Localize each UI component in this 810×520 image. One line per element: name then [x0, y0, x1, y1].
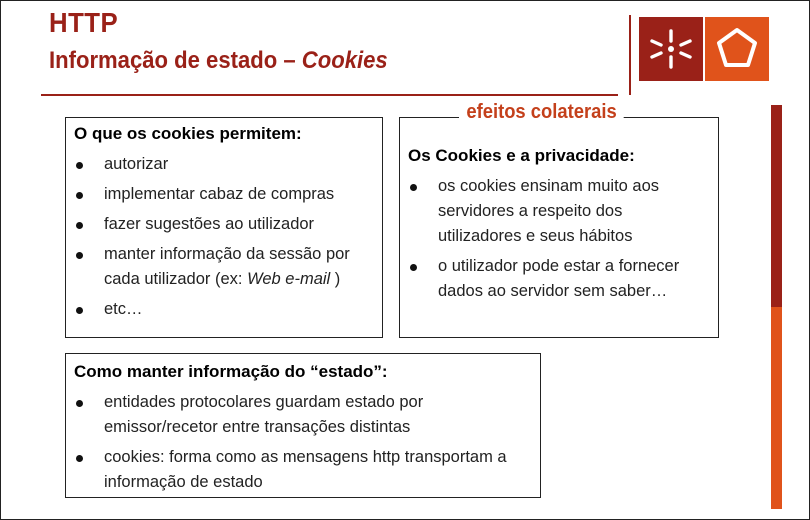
side-accent-orange — [771, 307, 782, 509]
list-item-text: os cookies ensinam muito aos servidores a respeito dos utilizadores e seus hábitos — [438, 177, 660, 245]
list-item — [74, 152, 374, 177]
state-heading: Como manter informação do “estado”: — [74, 362, 388, 381]
logo-divider — [629, 15, 631, 95]
bullet-icon — [410, 184, 417, 191]
slide-subtitle — [49, 47, 388, 75]
bullet-icon — [76, 222, 83, 229]
privacy-heading: Os Cookies e a privacidade: — [408, 146, 635, 165]
pentagon-icon — [705, 17, 769, 81]
subtitle-emphasis: Cookies — [301, 47, 388, 74]
list-item-text: manter informação da sessão por cada utilizador (ex: — [104, 245, 350, 288]
bullet-icon — [76, 455, 83, 462]
cookies-permit-list — [74, 152, 374, 322]
state-box — [65, 353, 541, 498]
list-item-text: etc… — [104, 300, 143, 318]
list-item-text: entidades protocolares guardam estado por emissor/recetor entre transações distintas — [104, 393, 424, 436]
title-underline — [41, 94, 618, 96]
bullet-icon — [76, 162, 83, 169]
list-item-text: implementar cabaz de compras — [104, 185, 335, 203]
privacy-list — [408, 174, 710, 304]
cookies-permit-box — [65, 117, 383, 338]
list-item — [408, 174, 710, 249]
list-item-text: o utilizador pode estar a fornecer dados ao servidor sem saber… — [438, 257, 680, 300]
subtitle-main: Informação de estado – — [49, 47, 302, 74]
bullet-icon — [410, 264, 417, 271]
privacy-box — [399, 117, 719, 338]
list-item-text: fazer sugestões ao utilizador — [104, 215, 315, 233]
sparkle-icon — [639, 17, 703, 81]
bullet-icon — [76, 252, 83, 259]
list-item — [408, 254, 710, 304]
side-effects-label: efeitos colaterais — [459, 101, 624, 124]
list-item — [74, 182, 374, 207]
list-item — [74, 445, 532, 495]
side-accent-dark — [771, 105, 782, 307]
cookies-permit-heading: O que os cookies permitem: — [74, 124, 302, 143]
list-item-text: autorizar — [104, 155, 169, 173]
list-item — [74, 242, 374, 292]
list-item-text-after: ) — [330, 270, 341, 288]
bullet-icon — [76, 400, 83, 407]
bullet-icon — [76, 307, 83, 314]
bullet-icon — [76, 192, 83, 199]
list-item — [74, 390, 532, 440]
state-list — [74, 390, 532, 495]
slide-title: HTTP — [49, 7, 119, 38]
list-item-text: cookies: forma como as mensagens http transportam a informação de estado — [104, 448, 507, 491]
list-item — [74, 212, 374, 237]
list-item — [74, 297, 374, 322]
list-item-emphasis: Web e-mail — [247, 270, 331, 288]
side-accent-bar — [771, 105, 782, 509]
